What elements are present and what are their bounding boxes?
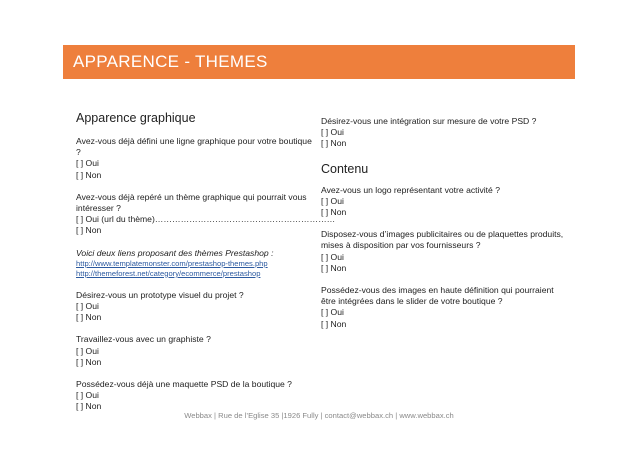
option-oui[interactable]: [ ] Oui	[76, 390, 99, 401]
option-non[interactable]: [ ] Non	[321, 207, 347, 218]
option-oui[interactable]: [ ] Oui	[321, 251, 344, 262]
option-non[interactable]: [ ] Non	[76, 312, 102, 323]
page-footer: Webbax | Rue de l’Eglise 35 |1926 Fully | contact@webbax.ch | www.webbax.ch	[184, 411, 454, 420]
question-text: Avez-vous un logo représentant votre activité ?	[321, 184, 500, 195]
question-logo	[321, 185, 566, 219]
question-text: Avez-vous déjà défini une ligne graphique pour votre boutique ?	[76, 136, 312, 158]
heading-apparence-graphique: Apparence graphique	[76, 111, 196, 125]
section-banner	[63, 45, 575, 79]
section-title: APPARENCE - THEMES	[73, 52, 268, 71]
question-text: Désirez-vous une intégration sur mesure de votre PSD ?	[321, 116, 537, 126]
option-non[interactable]: [ ] Non	[76, 225, 102, 236]
question-text: Possédez-vous des images en haute définition qui pourraient être intégrées dans le slider de votre boutique ?	[321, 285, 554, 307]
question-text: Travaillez-vous avec un graphiste ?	[76, 334, 211, 345]
question-ligne-graphique	[76, 136, 316, 181]
option-oui[interactable]: [ ] Oui	[321, 127, 344, 138]
question-images-publicitaires	[321, 229, 566, 274]
theme-links	[76, 248, 316, 279]
option-oui-url[interactable]: [ ] Oui (url du thème)………………………………………………………	[76, 214, 336, 225]
question-text: Désirez-vous un prototype visuel du projet ?	[76, 289, 244, 300]
option-oui[interactable]: [ ] Oui	[76, 345, 99, 356]
question-integration-psd	[321, 116, 566, 150]
option-oui[interactable]: [ ] Oui	[321, 195, 344, 206]
question-images-hd	[321, 285, 566, 330]
question-text: Disposez-vous d’images publicitaires ou de plaquettes produits, mises à disposition par vos fournisseurs ?	[321, 229, 564, 251]
option-non[interactable]: [ ] Non	[321, 138, 347, 149]
option-oui[interactable]: [ ] Oui	[76, 158, 99, 169]
question-graphiste	[76, 334, 316, 368]
question-text: Possédez-vous déjà une maquette PSD de la boutique ?	[76, 379, 292, 390]
link-themeforest[interactable]: http://themeforest.net/category/ecommerce/prestashop	[76, 268, 261, 278]
question-maquette-psd	[76, 379, 316, 413]
option-non[interactable]: [ ] Non	[76, 356, 102, 367]
option-non[interactable]: [ ] Non	[76, 169, 102, 180]
question-theme-repere	[76, 191, 336, 237]
links-intro: Voici deux liens proposant des thèmes Prestashop :	[76, 247, 274, 258]
link-templatemonster[interactable]: http://www.templatemonster.com/prestashop-themes.php	[76, 258, 268, 268]
option-oui[interactable]: [ ] Oui	[321, 307, 344, 318]
option-non[interactable]: [ ] Non	[321, 262, 347, 273]
heading-contenu: Contenu	[321, 161, 369, 176]
option-non[interactable]: [ ] Non	[321, 318, 347, 329]
question-prototype	[76, 290, 316, 324]
right-column	[321, 116, 566, 341]
option-oui[interactable]: [ ] Oui	[76, 301, 99, 312]
option-non[interactable]: [ ] Non	[76, 401, 102, 412]
question-text: Avez-vous déjà repéré un thème graphique qui pourrait vous intéresser ?	[76, 191, 307, 214]
